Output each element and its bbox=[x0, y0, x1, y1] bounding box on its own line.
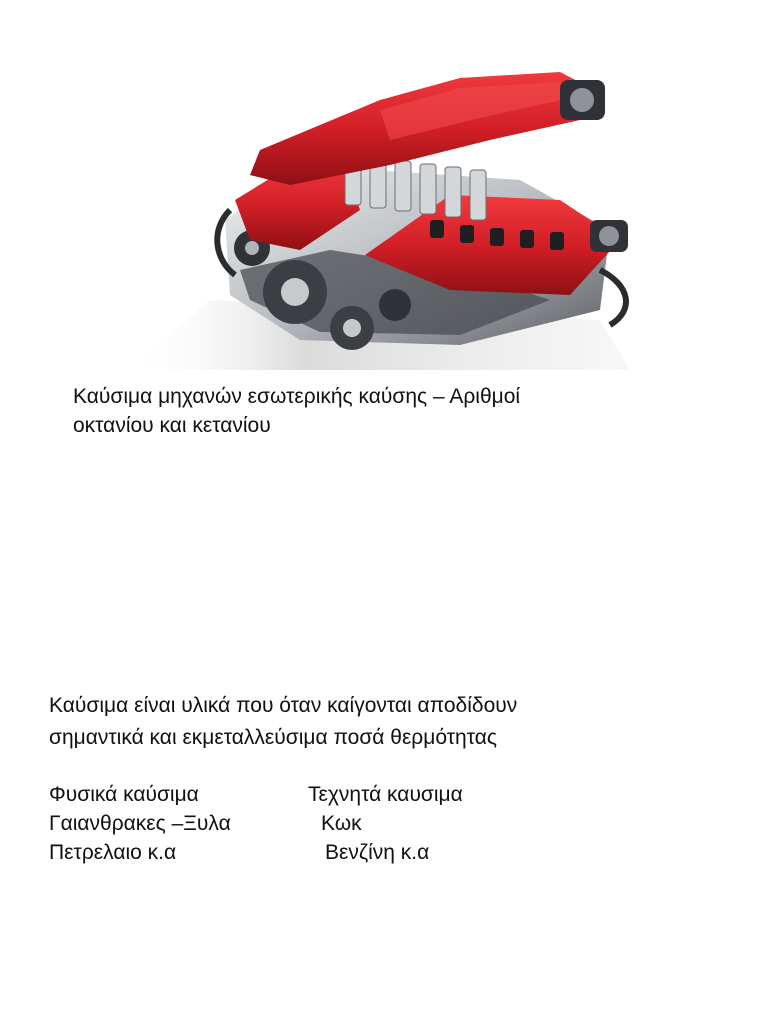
throttle-body bbox=[560, 80, 605, 120]
fuel-types-list bbox=[49, 780, 709, 867]
artificial-fuel-item: Κωκ bbox=[321, 812, 362, 835]
fuel-row bbox=[49, 809, 709, 838]
natural-fuel-item: Πετρελαιο κ.α bbox=[49, 841, 177, 864]
artificial-fuel-item: Βενζίνη κ.α bbox=[325, 841, 430, 864]
fuel-row-header bbox=[49, 780, 709, 809]
fuel-definition bbox=[49, 690, 709, 754]
title-line-1: Καύσιμα μηχανών εσωτερικής καύσης – Αριθμοί bbox=[73, 385, 521, 408]
engine-svg bbox=[130, 70, 640, 375]
natural-fuel-item: Γαιανθρακες –Ξυλα bbox=[49, 812, 231, 835]
slide-title bbox=[73, 382, 693, 440]
fuel-row bbox=[49, 838, 709, 867]
artificial-fuels-heading: Τεχνητά καυσιμα bbox=[308, 783, 463, 806]
engine-illustration bbox=[130, 70, 640, 375]
definition-line-2: σημαντικά και εκμεταλλεύσιμα ποσά θερμότητας bbox=[49, 726, 497, 749]
title-line-2: οκτανίου και κετανίου bbox=[73, 414, 271, 437]
natural-fuels-heading: Φυσικά καύσιμα bbox=[49, 783, 199, 806]
definition-line-1: Καύσιμα είναι υλικά που όταν καίγονται αποδίδουν bbox=[49, 694, 518, 717]
